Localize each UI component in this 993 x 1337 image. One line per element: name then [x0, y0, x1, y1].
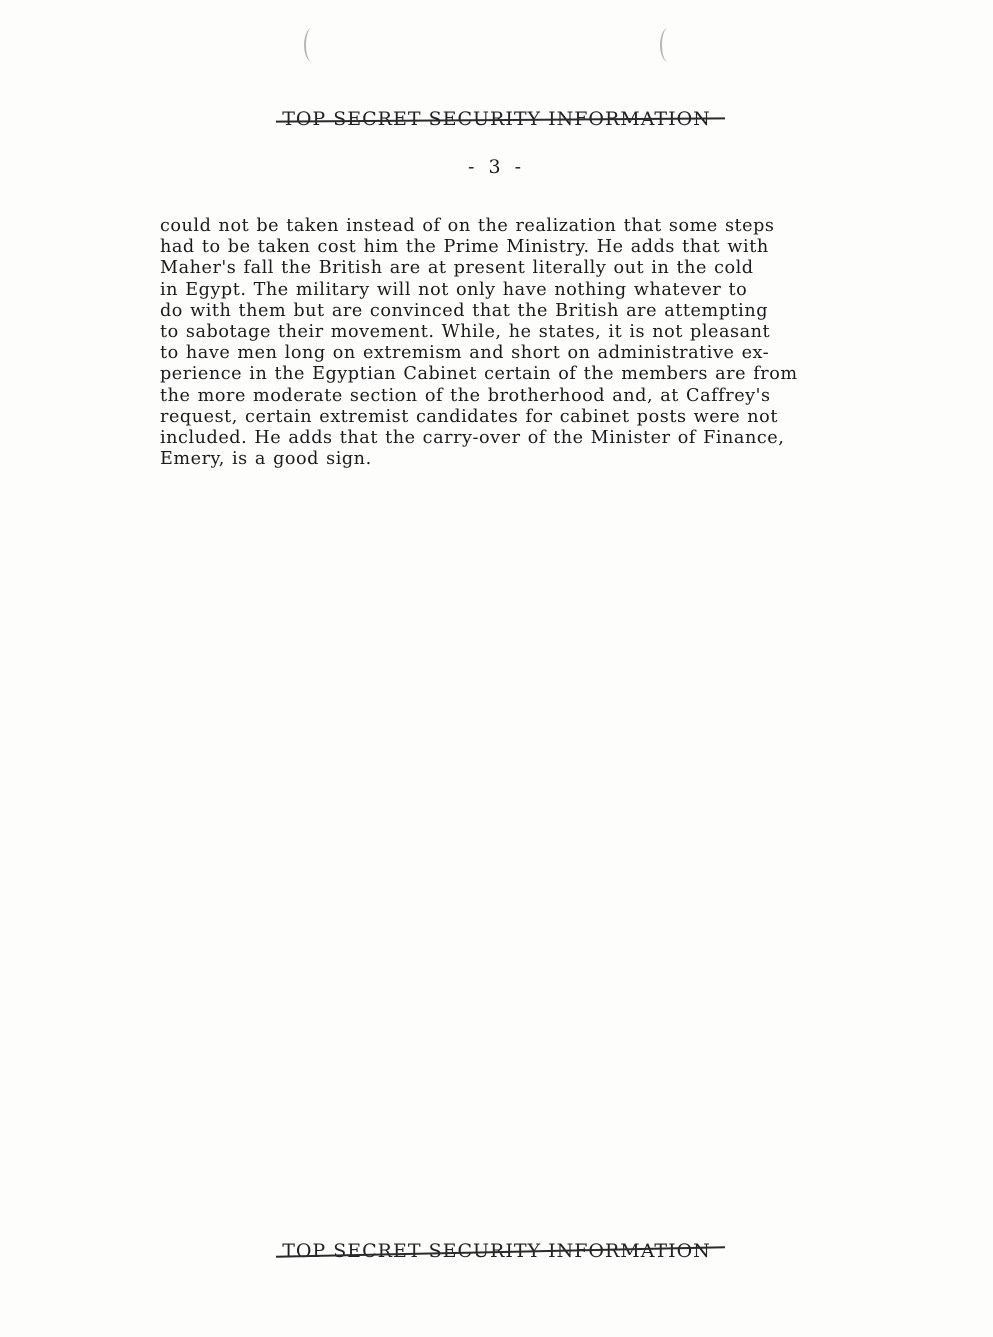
body-line: to sabotage their movement. While, he states, it is not pleasant: [160, 322, 771, 343]
body-paragraph: [160, 216, 880, 470]
body-line: Maher's fall the British are at present literally out in the cold: [160, 258, 754, 279]
body-line: Emery, is a good sign.: [160, 449, 372, 470]
footer-classification: [0, 1240, 993, 1262]
header-classification-text: TOP SECRET SECURITY INFORMATION: [282, 108, 711, 130]
body-line: had to be taken cost him the Prime Ministry. He adds that with: [160, 237, 769, 258]
body-line: could not be taken instead of on the realization that some steps: [160, 216, 775, 236]
body-line: perience in the Egyptian Cabinet certain of the members are from: [160, 364, 798, 385]
body-line: in Egypt. The military will not only have nothing whatever to: [160, 279, 748, 300]
body-line: do with them but are convinced that the British are attempting: [160, 300, 769, 321]
body-line: the more moderate section of the brotherhood and, at Caffrey's: [160, 385, 771, 406]
header-classification: [0, 108, 993, 130]
body-line: to have men long on extremism and short on administrative ex-: [160, 343, 770, 364]
body-line: included. He adds that the carry-over of the Minister of Finance,: [160, 428, 785, 449]
hole-punch-mark-right: [660, 28, 676, 62]
body-line: request, certain extremist candidates for cabinet posts were not: [160, 406, 778, 427]
page-number: - 3 -: [467, 156, 525, 178]
hole-punch-mark-left: [304, 28, 320, 62]
footer-classification-text: TOP SECRET SECURITY INFORMATION: [282, 1240, 711, 1262]
